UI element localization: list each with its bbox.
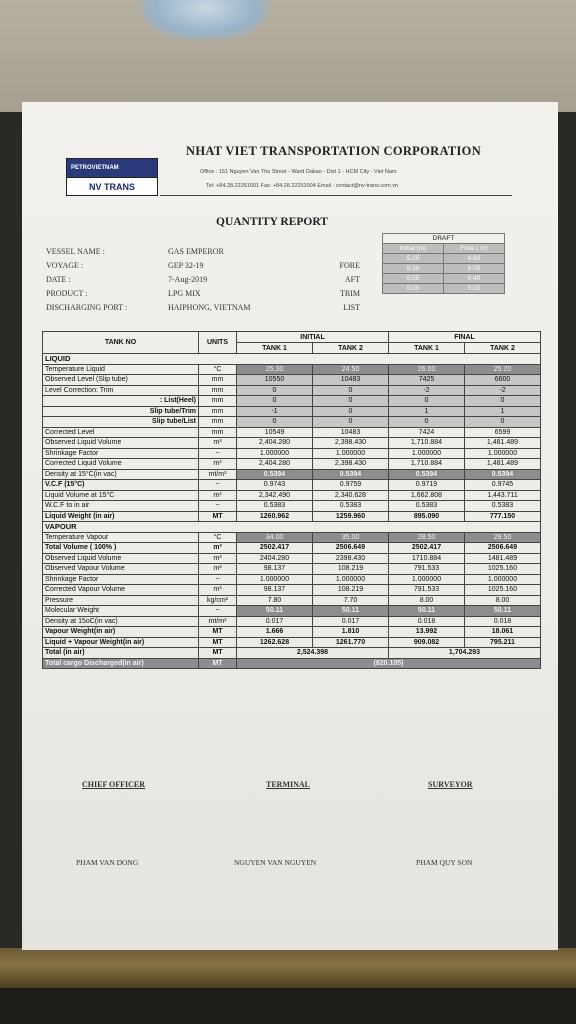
draft-cell: 5.25 [383,254,444,264]
terminal-name: NGUYEN VAN NGUYEN [234,858,317,867]
row-unit: ~ [199,448,237,459]
vessel-info-labels [46,245,127,315]
row-value: 895.090 [389,511,465,522]
row-unit: mm [199,375,237,386]
row-value: 1.810 [313,627,389,638]
surveyor-label: SURVEYOR [428,780,473,789]
draft-label: TRIM [340,289,360,298]
header-tank-no: TANK NO [43,332,199,354]
table-row [43,543,541,554]
row-unit: mm [199,396,237,407]
row-value: 1262.628 [237,637,313,648]
row-label: Total Volume ( 100% ) [43,543,199,554]
table-row [43,490,541,501]
row-value: 0.017 [313,616,389,627]
row-label: : List(Heel) [43,396,199,407]
row-label: Level Correction: Trim [43,385,199,396]
row-label: Corrected Level [43,427,199,438]
draft-cell: 4.60 [444,254,505,264]
row-value: 1261.770 [313,637,389,648]
row-value: 1,710.884 [389,459,465,470]
row-value: 0.9745 [465,480,541,491]
row-unit: mm [199,406,237,417]
row-value: 0 [389,417,465,428]
table-row [43,627,541,638]
row-value: 2506.649 [313,543,389,554]
row-value: 1025.160 [465,564,541,575]
row-unit: MT [199,637,237,648]
row-label: Temperature Liquid [43,364,199,375]
row-value: 791.533 [389,564,465,575]
row-value: 777.150 [465,511,541,522]
row-value: 1.000000 [389,574,465,585]
table-row [43,595,541,606]
table-row [43,417,541,428]
row-value: 1,662.808 [389,490,465,501]
discharged-label: Total cargo Discharged(in air) [43,658,199,669]
row-value: -2 [465,385,541,396]
discharged-unit: MT [199,658,237,669]
row-value: 1.000000 [465,574,541,585]
discharged-value: (820.105) [237,658,541,669]
draft-label: AFT [344,275,360,284]
info-label: PRODUCT : [46,289,88,298]
row-value: 0 [237,417,313,428]
info-value: HAIPHONG, VIETNAM [168,303,251,312]
logo-top-text: PETROVIETNAM [67,159,157,177]
header-units: UNITS [199,332,237,354]
row-value: 0.9743 [237,480,313,491]
logo-bottom-text: NV TRANS [67,177,157,195]
row-value: 2,398.430 [313,459,389,470]
info-label: DATE : [46,275,71,284]
desk-edge [0,948,576,988]
row-value: 0 [465,396,541,407]
draft-cell: 0.05 [383,274,444,284]
row-unit: mm [199,385,237,396]
company-logo [66,158,158,196]
row-value: 0.5394 [313,469,389,480]
row-value: 0 [237,385,313,396]
row-unit: m³ [199,490,237,501]
row-value: 7425 [389,375,465,386]
row-value: 0.5383 [465,501,541,512]
row-value: 1.000000 [237,448,313,459]
table-row [43,480,541,491]
background-bottom [0,988,576,1024]
row-value: 1,481.489 [465,459,541,470]
row-value: 1 [389,406,465,417]
row-label: Corrected Liquid Volume [43,459,199,470]
row-value: 0.5394 [465,469,541,480]
row-value: 108.219 [313,585,389,596]
header-initial: INITIAL [237,332,389,343]
header-final: FINAL [389,332,541,343]
report-title: QUANTITY REPORT [216,216,328,228]
terminal-label: TERMINAL [266,780,311,789]
row-value: 1025.160 [465,585,541,596]
row-label: Observed Liquid Volume [43,438,199,449]
row-label: Slip tube/List [43,417,199,428]
row-value: 10483 [313,375,389,386]
row-value: 50.11 [313,606,389,617]
table-row [43,511,541,522]
row-label: Liquid Volume at 15°C [43,490,199,501]
row-unit: °C [199,364,237,375]
row-value: 0 [389,396,465,407]
row-value: 35.00 [313,532,389,543]
draft-col-final: Final ( m) [444,244,505,254]
row-value: 8.00 [465,595,541,606]
row-value: 108.219 [313,564,389,575]
row-value: -2 [389,385,465,396]
row-value: 1481.489 [465,553,541,564]
chief-officer-label: CHIEF OFFICER [82,780,146,789]
row-value: 909.082 [389,637,465,648]
row-unit: MT [199,627,237,638]
info-label: VOYAGE : [46,261,84,270]
row-label: Liquid Weight (in air) [43,511,199,522]
quantity-table [42,331,541,669]
info-label: VESSEL NAME : [46,247,105,256]
row-value: 28.50 [389,532,465,543]
row-value: 2398.430 [313,553,389,564]
row-value: -1 [237,406,313,417]
row-value: 0.5394 [237,469,313,480]
row-value: 0.018 [389,616,465,627]
vapour-section [43,522,541,533]
liquid-section-label: LIQUID [43,354,541,365]
row-label: Liquid + Vapour Weight(in air) [43,637,199,648]
row-label: Corrected Vapour Volume [43,585,199,596]
row-value: 7424 [389,427,465,438]
row-unit: mt/m³ [199,469,237,480]
row-unit: m³ [199,543,237,554]
row-value: 18.061 [465,627,541,638]
row-value: 0.5383 [237,501,313,512]
row-value: 1,443.711 [465,490,541,501]
row-unit: ~ [199,480,237,491]
row-value: 0.9759 [313,480,389,491]
row-unit: kg/cm² [199,595,237,606]
row-value: 6600 [465,375,541,386]
chief-officer-name: PHAM VAN DONG [76,858,139,867]
draft-cell: 0.00 [383,284,444,294]
row-value: 1.000000 [313,574,389,585]
total-unit: MT [199,648,237,659]
row-value: 2,340.628 [313,490,389,501]
info-value: GEP 32-19 [168,261,204,270]
draft-label: LIST [343,303,360,312]
row-unit: m³ [199,585,237,596]
table-row [43,448,541,459]
row-unit: mm [199,417,237,428]
draft-cell: 5.30 [383,264,444,274]
row-value: 0 [237,396,313,407]
info-value: LPG MIX [168,289,201,298]
row-value: 2,404.280 [237,438,313,449]
row-value: 6599 [465,427,541,438]
header-final-tank2: TANK 2 [465,343,541,354]
table-row [43,364,541,375]
table-row [43,574,541,585]
row-label: W.C.F to in air [43,501,199,512]
table-row [43,553,541,564]
vessel-info-values [168,245,251,315]
office-address: Office : 151 Nguyen Van Thu Street - Ward Dakao - Dist 1 - HCM City - Viet Nam [200,169,397,175]
info-value: GAS EMPEROR [168,247,224,256]
table-row [43,427,541,438]
row-value: 1,710.884 [389,438,465,449]
row-value: 13.992 [389,627,465,638]
row-label: Observed Vapour Volume [43,564,199,575]
table-row [43,532,541,543]
row-label: Slip tube/Trim [43,406,199,417]
row-value: 1.666 [237,627,313,638]
table-row [43,564,541,575]
row-label: Pressure [43,595,199,606]
discharged-row [43,658,541,669]
row-value: 50.11 [389,606,465,617]
table-row [43,385,541,396]
row-label: Shrinkage Factor [43,448,199,459]
table-row [43,459,541,470]
row-unit: °C [199,532,237,543]
draft-label: FORE [339,261,360,270]
row-value: 795.211 [465,637,541,648]
vapour-section-label: VAPOUR [43,522,541,533]
row-unit: m³ [199,459,237,470]
row-value: 0.017 [237,616,313,627]
row-value: 791.533 [389,585,465,596]
row-value: 1.000000 [389,448,465,459]
liquid-section [43,354,541,365]
row-value: 34.00 [237,532,313,543]
row-value: 50.11 [465,606,541,617]
row-value: 10483 [313,427,389,438]
total-row [43,648,541,659]
row-value: 0 [313,385,389,396]
header-divider [160,195,512,196]
row-value: 0.018 [465,616,541,627]
row-label: Molecular Weight [43,606,199,617]
row-value: 10549 [237,427,313,438]
row-value: 98.137 [237,564,313,575]
draft-row-labels [290,259,360,315]
row-label: Density at 15°C(in vac) [43,469,199,480]
row-unit: m³ [199,564,237,575]
row-label: Vapour Weight(in air) [43,627,199,638]
row-value: 1.000000 [313,448,389,459]
row-unit: m³ [199,553,237,564]
row-value: 25.20 [465,364,541,375]
table-row [43,469,541,480]
row-value: 25.30 [237,364,313,375]
row-label: Density at 15oC(in vac) [43,616,199,627]
draft-cell: 0.00 [444,284,505,294]
row-value: 0 [313,417,389,428]
header-initial-tank2: TANK 2 [313,343,389,354]
draft-table [382,233,505,294]
row-value: 0.5383 [389,501,465,512]
contact-line: Tel: +84.28.22251001 Fax: +84.28.22251004 Email : contact@nv-trans.com.vn [206,183,399,189]
draft-col-initial: Initial (m) [383,244,444,254]
row-value: 1,481.489 [465,438,541,449]
row-label: V.C.F (15°C) [43,480,199,491]
table-row [43,616,541,627]
row-value: 0 [313,396,389,407]
row-unit: mm [199,427,237,438]
row-value: 2,398.430 [313,438,389,449]
row-value: 2404.280 [237,553,313,564]
row-unit: ~ [199,501,237,512]
row-value: 10550 [237,375,313,386]
background-top [0,0,576,112]
table-row [43,375,541,386]
row-value: 1.000000 [237,574,313,585]
draft-cell: 0.40 [444,274,505,284]
draft-title: DRAFT [383,234,505,244]
row-value: 26.00 [389,364,465,375]
row-unit: mt/m³ [199,616,237,627]
row-value: 7.70 [313,595,389,606]
table-row [43,637,541,648]
row-value: 2,342.490 [237,490,313,501]
company-name: NHAT VIET TRANSPORTATION CORPORATION [186,144,482,158]
row-value: 98.137 [237,585,313,596]
table-row [43,585,541,596]
row-value: 50.11 [237,606,313,617]
info-label: DISCHARGING PORT : [46,303,128,312]
row-value: 1260.962 [237,511,313,522]
info-value: 7-Aug-2019 [168,275,208,284]
row-value: 0 [313,406,389,417]
table-row [43,606,541,617]
draft-cell: 5.00 [444,264,505,274]
row-value: 8.00 [389,595,465,606]
row-value: 1.000000 [465,448,541,459]
row-value: 24.50 [313,364,389,375]
water-bottle [140,0,270,40]
row-value: 2502.417 [237,543,313,554]
table-row [43,438,541,449]
row-value: 0.5383 [313,501,389,512]
row-value: 2502.417 [389,543,465,554]
row-unit: MT [199,511,237,522]
total-initial: 2,524.398 [237,648,389,659]
row-value: 7.80 [237,595,313,606]
row-unit: ~ [199,574,237,585]
row-value: 2,404.280 [237,459,313,470]
table-row [43,501,541,512]
row-label: Temperature Vapour [43,532,199,543]
row-value: 0.9719 [389,480,465,491]
row-value: 0 [465,417,541,428]
total-label: Total (in air) [43,648,199,659]
row-label: Observed Liquid Volume [43,553,199,564]
row-value: 0.5394 [389,469,465,480]
header-final-tank1: TANK 1 [389,343,465,354]
surveyor-name: PHAM QUY SON [416,858,473,867]
table-row [43,406,541,417]
row-value: 1259.960 [313,511,389,522]
row-value: 29.50 [465,532,541,543]
row-unit: ~ [199,606,237,617]
row-label: Shrinkage Factor [43,574,199,585]
total-final: 1,704.293 [389,648,541,659]
row-value: 1710.884 [389,553,465,564]
row-unit: m³ [199,438,237,449]
row-value: 1 [465,406,541,417]
row-value: 2506.649 [465,543,541,554]
table-row [43,396,541,407]
header-initial-tank1: TANK 1 [237,343,313,354]
row-label: Observed Level (Slip tube) [43,375,199,386]
